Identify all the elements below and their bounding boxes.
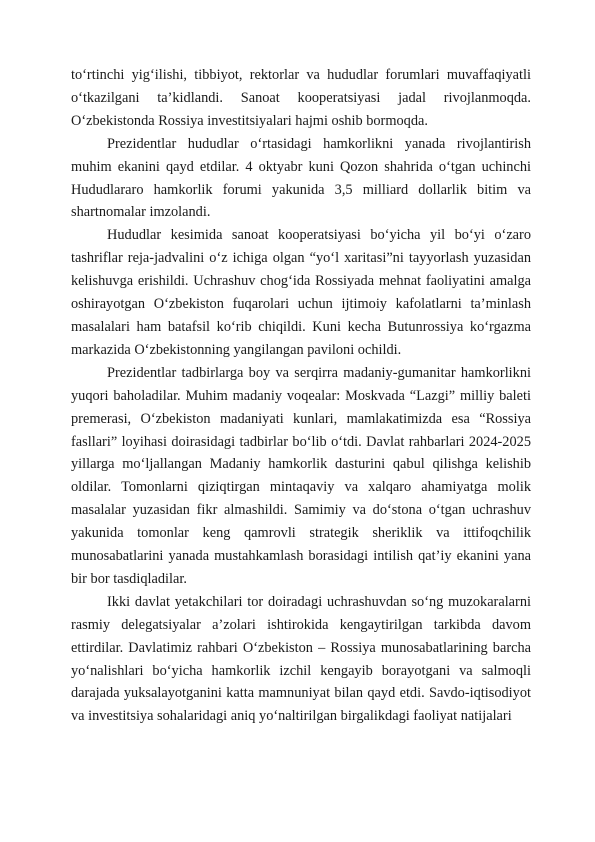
paragraph-5: Ikki davlat yetakchilari tor doiradagi uchrashuvdan so‘ng muzokaralarni rasmiy delegatsiyalar a’zolari ishtirokida kengaytirilgan tarkibda davom ettirdilar. Davlatimiz rahbari O‘zbekiston – Rossiya munosabatlarining barcha yo‘nalishlari bo‘yicha hamkorlik izchil kengayib borayotgani va salmoqli darajada yuksalayotganini katta mamnuniyat bilan qayd etdi. Savdo-iqtisodiyot va investitsiya sohalaridagi aniq yo‘naltirilgan birgalikdagi faoliyat natijalari [71, 593, 531, 725]
paragraph-3: Hududlar kesimida sanoat kooperatsiyasi bo‘yicha yil bo‘yi o‘zaro tashriflar reja-jadvalini o‘z ichiga olgan “yo‘l xaritasi”ni tayyorlash yuzasidan kelishuvga erishildi. Uchrashuv chog‘ida Rossiyada mehnat faoliyatini amalga oshirayotgan O‘zbekiston fuqarolari uchun ijtimoiy kafolatlarni ta’minlash masalalari ham batafsil ko‘rib chiqildi. Kuni kecha Butunrossiya ko‘rgazma markazida O‘zbekistonning yangilangan paviloni ochildi. [71, 227, 531, 358]
paragraph-4: Prezidentlar tadbirlarga boy va serqirra madaniy-gumanitar hamkorlikni yuqori baholadilar. Muhim madaniy voqealar: Moskvada “Lazgi” milliy baleti premerasi, O‘zbekiston madaniyati kunlari, mamlakatimizda esa “Rossiya fasllari” loyihasi doirasidagi tadbirlar bo‘lib o‘tdi. Davlat rahbarlari 2024-2025 yillarga mo‘ljallangan Madaniy hamkorlik dasturini qabul qilishga kelishib oldilar. Tomonlarni qiziqtirgan mintaqaviy va xalqaro ahamiyatga molik masalalar yuzasidan fikr almashildi. Samimiy va do‘stona o‘tgan uchrashuv yakunida tomonlar keng qamrovli strategik sheriklik va ittifoqchilik munosabatlarini yanada mustahkamlash borasidagi intilish qat’iy ekanini yana bir bor tasdiqladilar. [71, 364, 531, 587]
paragraph-2: Prezidentlar hududlar o‘rtasidagi hamkorlikni yanada rivojlantirish muhim ekanini qayd etdilar. 4 oktyabr kuni Qozon shahrida o‘tgan uchinchi Hududlararo hamkorlik forumi yakunida 3,5 milliard dollarlik bitim va shartnomalar imzolandi. [71, 135, 531, 221]
paragraph-1: to‘rtinchi yig‘ilishi, tibbiyot, rektorlar va hududlar forumlari muvaffaqiyatli o‘tkazilgani ta’kidlandi. Sanoat kooperatsiyasi jadal rivojlanmoqda. O‘zbekistonda Rossiya investitsiyalari hajmi oshib bormoqda. [71, 67, 531, 129]
document-page [71, 64, 531, 728]
